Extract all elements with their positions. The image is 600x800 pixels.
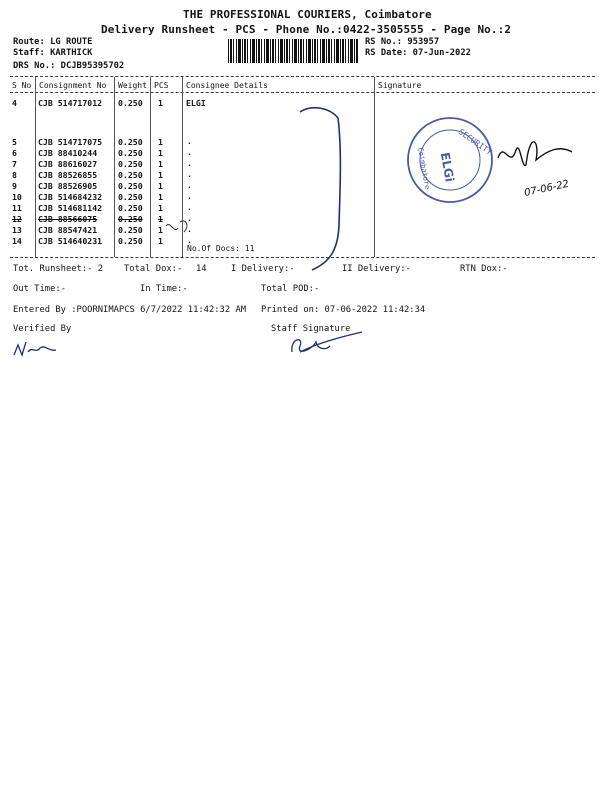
row-consignment: CJB 88526855 [38,170,98,180]
row-consignment: CJB 514640231 [38,236,103,246]
row-sno: 9 [12,181,17,191]
stamp-top-text: SECURITY [456,127,494,157]
row-sno: 7 [12,159,17,169]
row-consignment: CJB 88566075 [38,214,98,224]
total-dox-value: 14 [196,264,207,274]
row-weight: 0.250 [118,137,143,147]
row-consignee: . [187,136,192,146]
row-consignment: CJB 514684232 [38,192,103,202]
receiver-date: 07-06-22 [523,178,571,199]
col-consignee: Consignee Details [186,81,268,90]
no-of-docs: No.Of Docs: 11 [187,244,255,253]
row-sno: 10 [12,192,22,202]
row-consignment: CJB 514717012 [38,98,103,108]
row-consignment: CJB 88526905 [38,181,98,191]
row-sno: 6 [12,148,17,158]
row-pcs: 1 [158,170,163,180]
ii-delivery: II Delivery:- [342,264,411,274]
col-signature: Signature [378,81,422,90]
row-weight: 0.250 [118,159,143,169]
row-consignment: CJB 88410244 [38,148,98,158]
printed-on: Printed on: 07-06-2022 11:42:34 [261,305,426,315]
receiver-signature [498,142,572,166]
row-sno: 11 [12,203,22,213]
tot-runsheet: Tot. Runsheet:- 2 [13,264,104,274]
row-sno: 12 [12,214,22,224]
row-pcs: 1 [158,148,163,158]
row-consignee: . [187,191,192,201]
handwritten-bracket [300,108,340,270]
row-pcs: 1 [158,98,163,108]
total-pod: Total POD:- [261,284,320,294]
row-consignee: . [187,180,192,190]
stamp-left-text: Coimbatore [416,146,432,190]
company-name: THE PROFESSIONAL COURIERS, Coimbatore [183,8,432,21]
entered-by: Entered By :POORNIMAPCS 6/7/2022 11:42:32 AM [13,305,247,315]
verified-signature [14,342,56,355]
row-consignee: . [187,169,192,179]
row-pcs: 1 [158,181,163,191]
route-label: Route: LG ROUTE [13,37,93,47]
runsheet-title: Delivery Runsheet - PCS - Phone No.:0422-3505555 - Page No.:2 [101,23,512,36]
row-weight: 0.250 [118,225,143,235]
rs-number: RS No.: 953957 [365,37,440,47]
row-weight: 0.250 [118,214,143,224]
row-sno: 14 [12,236,22,246]
rtn-dox: RTN Dox:- [460,264,508,274]
row-sno: 5 [12,137,17,147]
row-pcs: 1 [158,225,163,235]
staff-label: Staff: KARTHICK [13,48,93,58]
row-consignment: CJB 514717075 [38,137,103,147]
verified-by-label: Verified By [13,324,72,334]
col-weight: Weight [118,81,147,90]
row-pcs: 1 [158,214,163,224]
row-consignee: ELGI [186,98,206,108]
col-sno: S No [12,81,32,90]
row-consignee: . [187,235,192,245]
col-pcs: PCS [154,81,169,90]
row-consignee: . [187,224,192,234]
row-pcs: 1 [158,203,163,213]
in-time: In Time:- [140,284,188,294]
row-consignee: . [187,213,192,223]
row-consignment: CJB 514681142 [38,203,103,213]
row-consignee: . [187,147,192,157]
rs-date: RS Date: 07-Jun-2022 [365,48,471,58]
handwritten-scribble [166,221,187,232]
row-consignment: CJB 88616027 [38,159,98,169]
staff-signature [292,332,362,352]
row-consignee: . [187,158,192,168]
total-dox-label: Total Dox:- [124,264,183,274]
row-weight: 0.250 [118,203,143,213]
row-pcs: 1 [158,236,163,246]
out-time: Out Time:- [13,284,66,294]
row-weight: 0.250 [118,148,143,158]
row-consignee: . [187,202,192,212]
row-sno: 13 [12,225,22,235]
staff-signature-label: Staff Signature [271,324,351,334]
row-weight: 0.250 [118,192,143,202]
row-weight: 0.250 [118,236,143,246]
row-pcs: 1 [158,137,163,147]
row-weight: 0.250 [118,181,143,191]
row-sno: 4 [12,98,17,108]
drs-number: DRS No.: DCJB95395702 [13,61,125,71]
stamp-center-text: ELGi [437,151,457,184]
col-consignment: Consignment No [39,81,107,90]
row-pcs: 1 [158,159,163,169]
row-sno: 8 [12,170,17,180]
row-weight: 0.250 [118,98,143,108]
row-weight: 0.250 [118,170,143,180]
row-consignment: CJB 88547421 [38,225,98,235]
i-delivery: I Delivery:- [231,264,295,274]
security-stamp [408,118,494,202]
row-pcs: 1 [158,192,163,202]
